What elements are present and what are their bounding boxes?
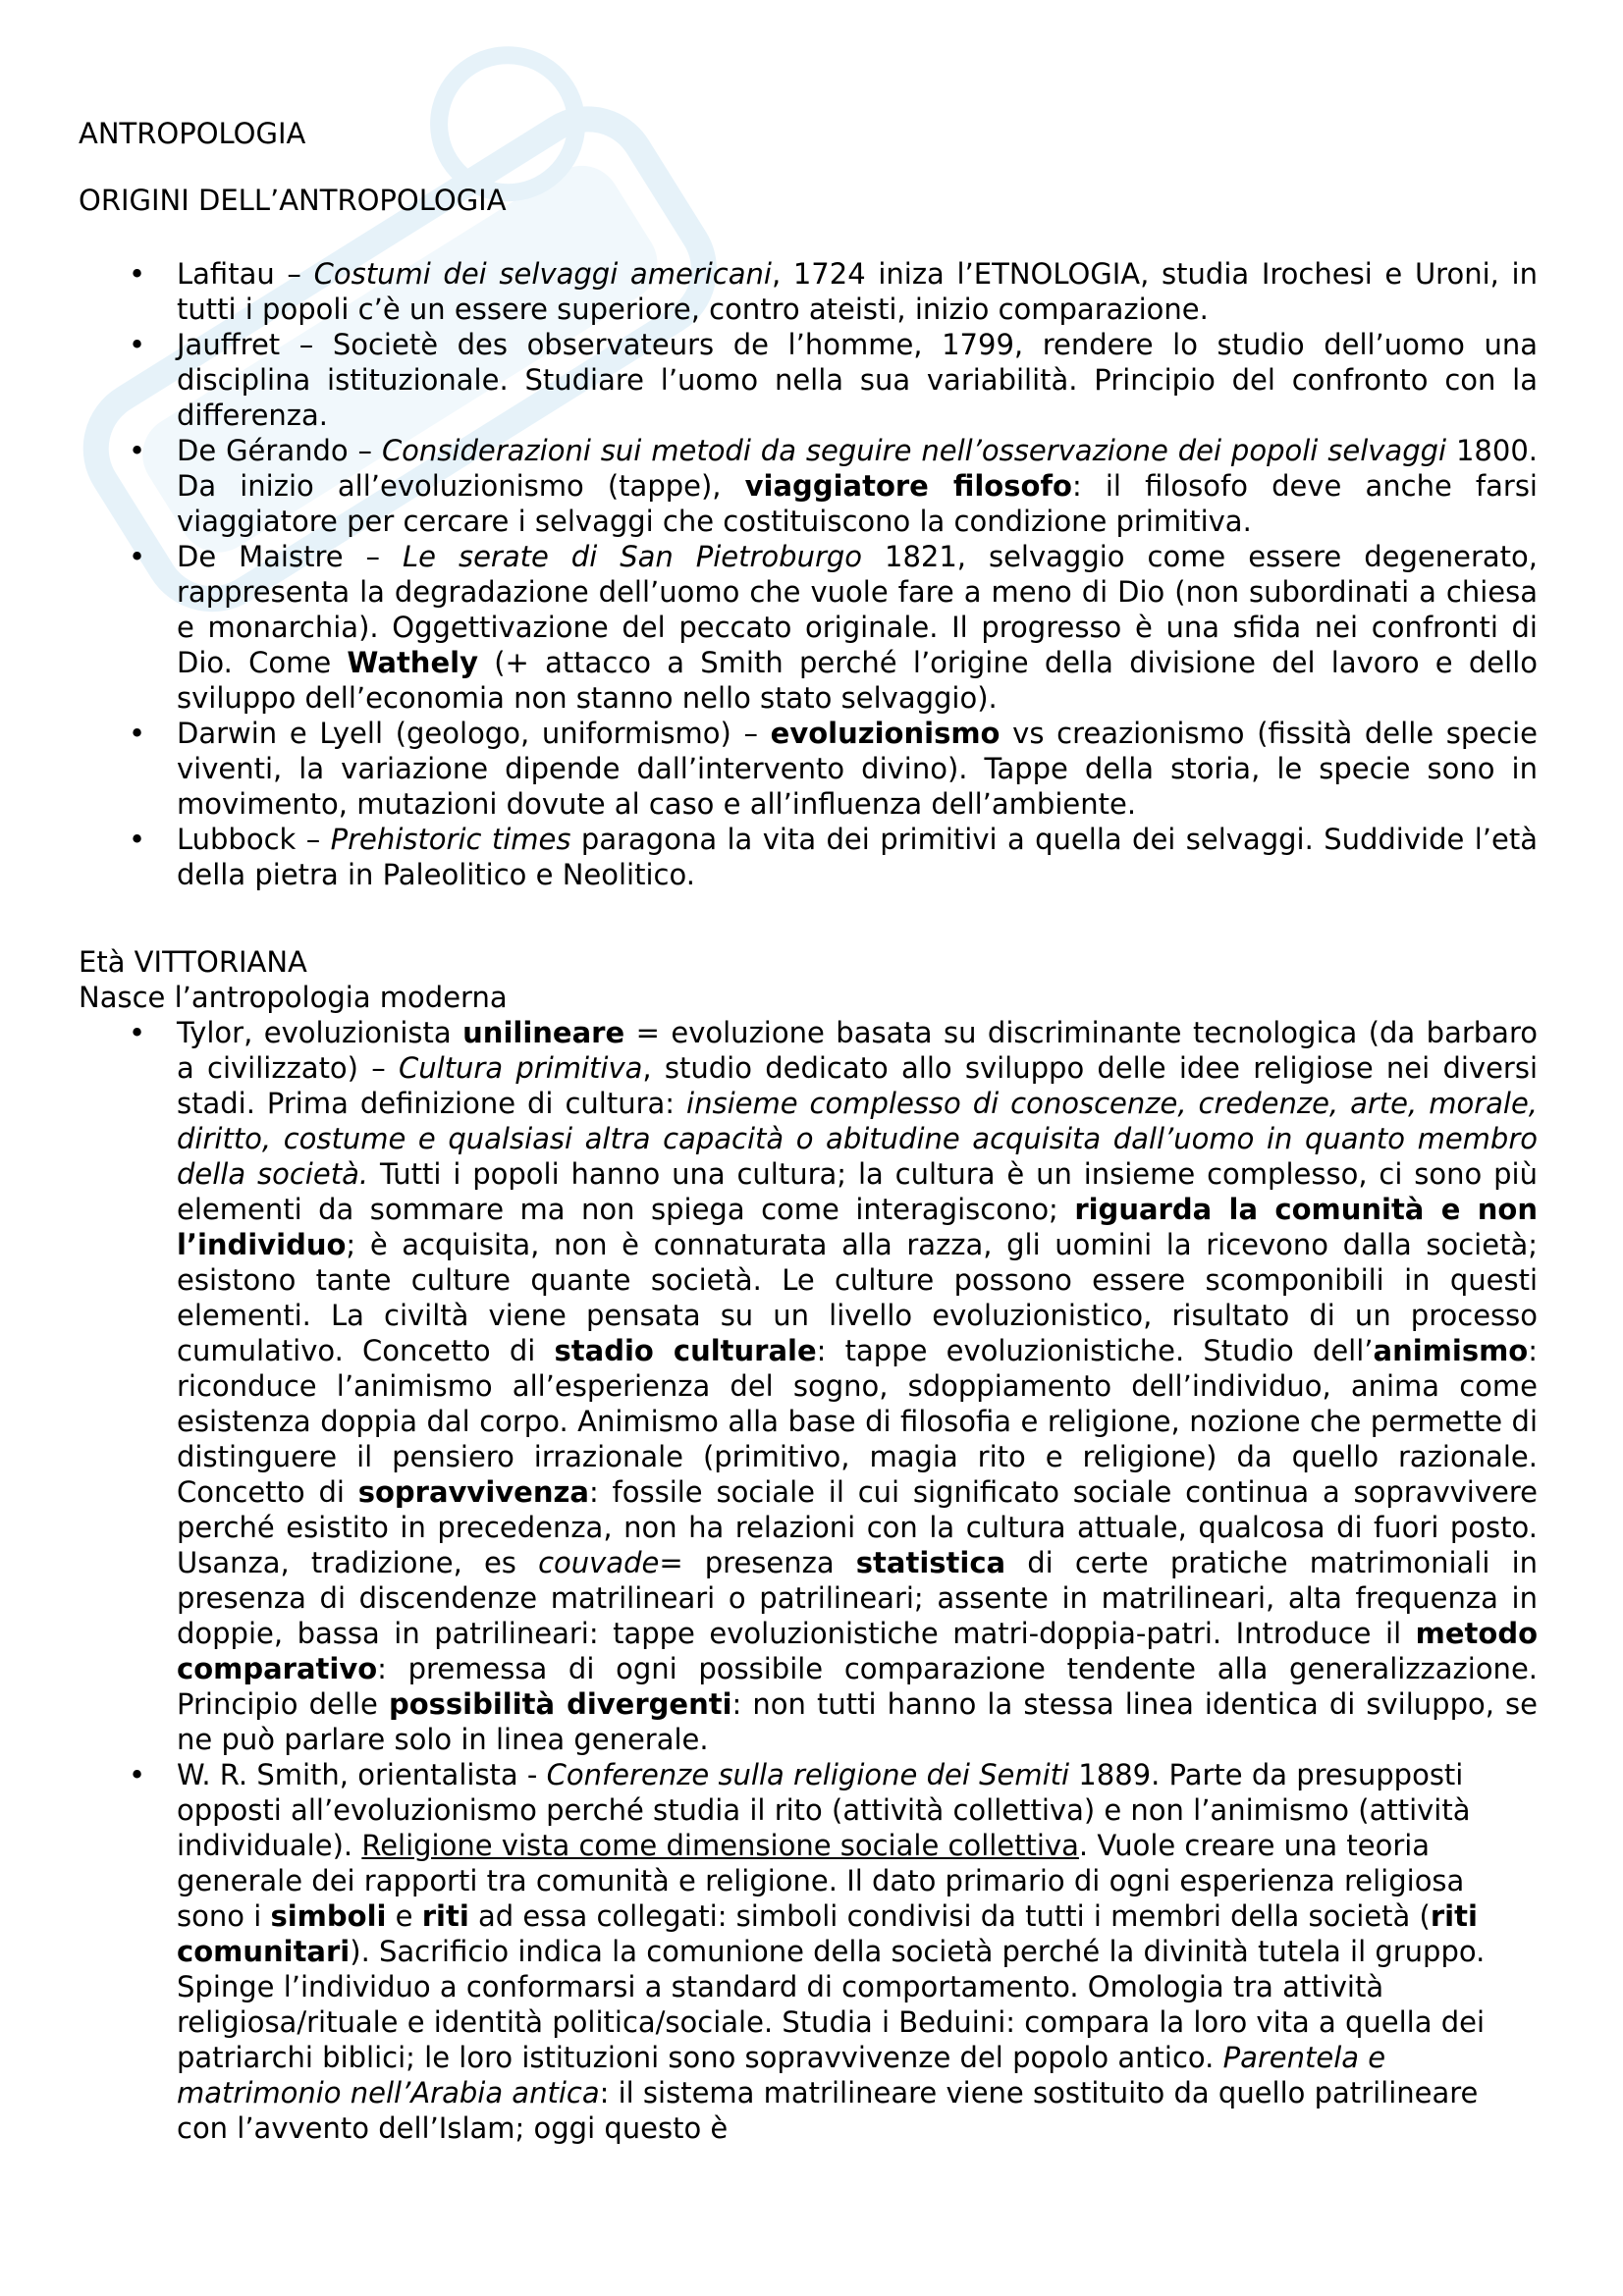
text-run: Tutti i popoli hanno una cultura; la cultura è un insieme complesso, ci sono più elementi da sommare ma non spiega come interagiscono; xyxy=(177,1157,1538,1226)
text-run: Lafitau – xyxy=(177,257,314,291)
italic-text: Costumi dei selvaggi americani xyxy=(313,257,772,291)
text-run: ad essa collegati: simboli condivisi da tutti i membri della società ( xyxy=(468,1899,1431,1933)
text-run: = presenza xyxy=(659,1546,856,1579)
section-subheading: Nasce l’antropologia moderna xyxy=(79,981,508,1014)
bullet-icon: • xyxy=(129,823,146,856)
bullet-icon: • xyxy=(129,1016,146,1049)
list-item xyxy=(0,256,1623,327)
text-run: di certe pratiche matrimoniali in presenza di discendenze matrilineari o patrilineari; assente in matrilineari, alta frequenza in doppie, bassa in patrilineari: tappe evoluzionistiche matri-doppia-patri. Introduce il xyxy=(177,1546,1538,1650)
list-item xyxy=(0,1757,1623,2146)
vittoriana-bullet-list xyxy=(0,1015,1623,2146)
text-run: : premessa di ogni possibile comparazione tendente alla generalizzazione. Principio delle xyxy=(177,1652,1538,1721)
document-title: ANTROPOLOGIA xyxy=(79,117,306,150)
bold-text: riti comunitari xyxy=(177,1899,1478,1968)
text-run: 1821, selvaggio come essere degenerato, rappresenta la degradazione dell’uomo che vuole fare a meno di Dio (non subordinati a chiesa e monarchia). Oggettivazione del peccato originale. Il progresso è una sfida nei confronti di Dio. Come xyxy=(177,540,1538,679)
bold-text: sopravvivenza xyxy=(357,1475,589,1509)
text-run: vs creazionismo (fissità delle specie viventi, la variazione dipende dall’intervento divino). Tappe della storia, le specie sono in movimento, mutazioni dovute al caso e all’influenza dell’ambiente. xyxy=(177,717,1538,821)
text-run: ; è acquisita, non è connaturata alla razza, gli uomini la ricevono dalla società; esistono tante culture quante società. Le culture possono essere scomponibili in questi elementi. La civiltà viene pensata su un livello evoluzionistico, risultato di un processo cumulativo. Concetto di xyxy=(177,1228,1538,1367)
text-run: 1800. Da inizio all’evoluzionismo (tappe), xyxy=(177,434,1539,503)
list-item-text xyxy=(177,1016,1538,1756)
list-item xyxy=(0,327,1623,433)
text-run: De Gérando – xyxy=(177,434,382,467)
italic-text: Parentela e matrimonio nell’Arabia antica xyxy=(177,2041,1386,2109)
text-run: W. R. Smith, orientalista - xyxy=(177,1758,547,1791)
text-run: De Maistre – xyxy=(177,540,404,573)
bold-text: unilineare xyxy=(462,1016,625,1049)
text-run: . Vuole creare una teoria generale dei rapporti tra comunità e religione. Il dato primario di ogni esperienza religiosa sono i xyxy=(177,1829,1465,1933)
text-run: : non tutti hanno la stessa linea identica di sviluppo, se ne può parlare solo in linea generale. xyxy=(177,1687,1539,1756)
text-run: : il filosofo deve anche farsi viaggiatore per cercare i selvaggi che costituiscono la condizione primitiva. xyxy=(177,469,1538,538)
italic-text: Conferenze sulla religione dei Semiti xyxy=(546,1758,1070,1791)
bullet-icon: • xyxy=(129,540,146,573)
section-heading-vittoriana: Età VITTORIANA xyxy=(79,945,307,979)
text-run: ). Sacrificio indica la comunione della società perché la divinità tutela il gruppo. Spinge l’individuo a conformarsi a standard di comportamento. Omologia tra attività religiosa/rituale e identità politica/sociale. Studia i Beduini: compara la loro vita a quella dei patriarchi biblici; le loro istituzioni sono sopravvivenze del popolo antico. xyxy=(177,1935,1486,2074)
text-run: Jauffret – Societè des observateurs de l’homme, 1799, rendere lo studio dell’uomo una disciplina istituzionale. Studiare l’uomo nella sua variabilità. Principio del confronto con la differenza. xyxy=(177,328,1538,432)
bold-text: evoluzionismo xyxy=(770,717,1001,750)
text-run: Lubbock – xyxy=(177,823,331,856)
text-run: e xyxy=(386,1899,422,1933)
text-run: (+ attacco a Smith perché l’origine della divisione del lavoro e dello sviluppo dell’economia non stanno nello stato selvaggio). xyxy=(177,646,1539,715)
text-run: = evoluzione basata su discriminante tecnologica (da barbaro a civilizzato) – xyxy=(177,1016,1538,1085)
bold-text: simboli xyxy=(270,1899,387,1933)
list-item-text xyxy=(177,328,1538,432)
list-item xyxy=(0,433,1623,539)
italic-text: insieme complesso di conoscenze, credenze, arte, morale, diritto, costume e qualsiasi altra capacità o abitudine acquisita dall’uomo in quanto membro della società. xyxy=(177,1087,1539,1191)
text-run: : fossile sociale il cui significato sociale continua a sopravvivere perché esistito in precedenza, non ha relazioni con la cultura attuale, qualcosa di fuori posto. Usanza, tradizione, es xyxy=(177,1475,1538,1579)
list-item-text xyxy=(177,434,1538,538)
bold-text: riguarda la comunità e non l’individuo xyxy=(177,1193,1538,1261)
list-item xyxy=(0,1015,1623,1757)
section-heading-origini: ORIGINI DELL’ANTROPOLOGIA xyxy=(79,184,507,217)
italic-text: Prehistoric times xyxy=(330,823,571,856)
text-run: 1889. Parte da presupposti opposti all’evoluzionismo perché studia il rito (attività collettiva) e non l’animismo (attività individuale). xyxy=(177,1758,1471,1862)
list-item-text xyxy=(177,257,1538,326)
list-item-text xyxy=(177,1758,1485,2145)
italic-text: Cultura primitiva xyxy=(398,1051,643,1085)
bullet-icon: • xyxy=(129,717,146,750)
bold-text: animismo xyxy=(1373,1334,1529,1367)
text-run: : il sistema matrilineare viene sostituito da quello patrilineare con l’avvento dell’Islam; oggi questo è xyxy=(177,2076,1479,2145)
origini-bullet-list xyxy=(0,256,1623,892)
text-run: paragona la vita dei primitivi a quella dei selvaggi. Suddivide l’età della pietra in Paleolitico e Neolitico. xyxy=(177,823,1538,891)
bullet-icon: • xyxy=(129,434,146,467)
bullet-icon: • xyxy=(129,257,146,291)
list-item-text xyxy=(177,717,1538,821)
list-item xyxy=(0,822,1623,892)
list-item-text xyxy=(177,823,1538,891)
italic-text: Considerazioni sui metodi da seguire nell’osservazione dei popoli selvaggi xyxy=(381,434,1447,467)
bold-text: possibilità divergenti xyxy=(388,1687,732,1721)
bullet-icon: • xyxy=(129,328,146,361)
text-run: : riconduce l’animismo all’esperienza del sogno, sdoppiamento dell’individuo, anima come esistenza doppia dal corpo. Animismo alla base di filosofia e religione, nozione che permette di distinguere il pensiero irrazionale (primitivo, magia rito e religione) da quello razionale. Concetto di xyxy=(177,1334,1538,1509)
text-run: : tappe evoluzionistiche. Studio dell’ xyxy=(816,1334,1374,1367)
text-run: Darwin e Lyell (geologo, uniformismo) – xyxy=(177,717,771,750)
bold-text: statistica xyxy=(855,1546,1006,1579)
bold-text: riti xyxy=(421,1899,469,1933)
bold-text: viaggiatore filosofo xyxy=(744,469,1072,503)
underlined-text: Religione vista come dimensione sociale collettiva xyxy=(361,1829,1079,1862)
text-run: Tylor, evoluzionista xyxy=(177,1016,463,1049)
italic-text: couvade xyxy=(538,1546,660,1579)
list-item xyxy=(0,539,1623,716)
text-run: , 1724 iniza l’ETNOLOGIA, studia Irochesi e Uroni, in tutti i popoli c’è un essere superiore, contro ateisti, inizio comparazione. xyxy=(177,257,1538,326)
bold-text: metodo comparativo xyxy=(177,1617,1538,1685)
text-run: , studio dedicato allo sviluppo delle idee religiose nei diversi stadi. Prima definizione di cultura: xyxy=(177,1051,1538,1120)
bullet-icon: • xyxy=(129,1758,146,1791)
italic-text: Le serate di San Pietroburgo xyxy=(403,540,863,573)
list-item xyxy=(0,716,1623,822)
list-item-text xyxy=(177,540,1538,715)
bold-text: stadio culturale xyxy=(554,1334,817,1367)
bold-text: Wathely xyxy=(347,646,478,679)
